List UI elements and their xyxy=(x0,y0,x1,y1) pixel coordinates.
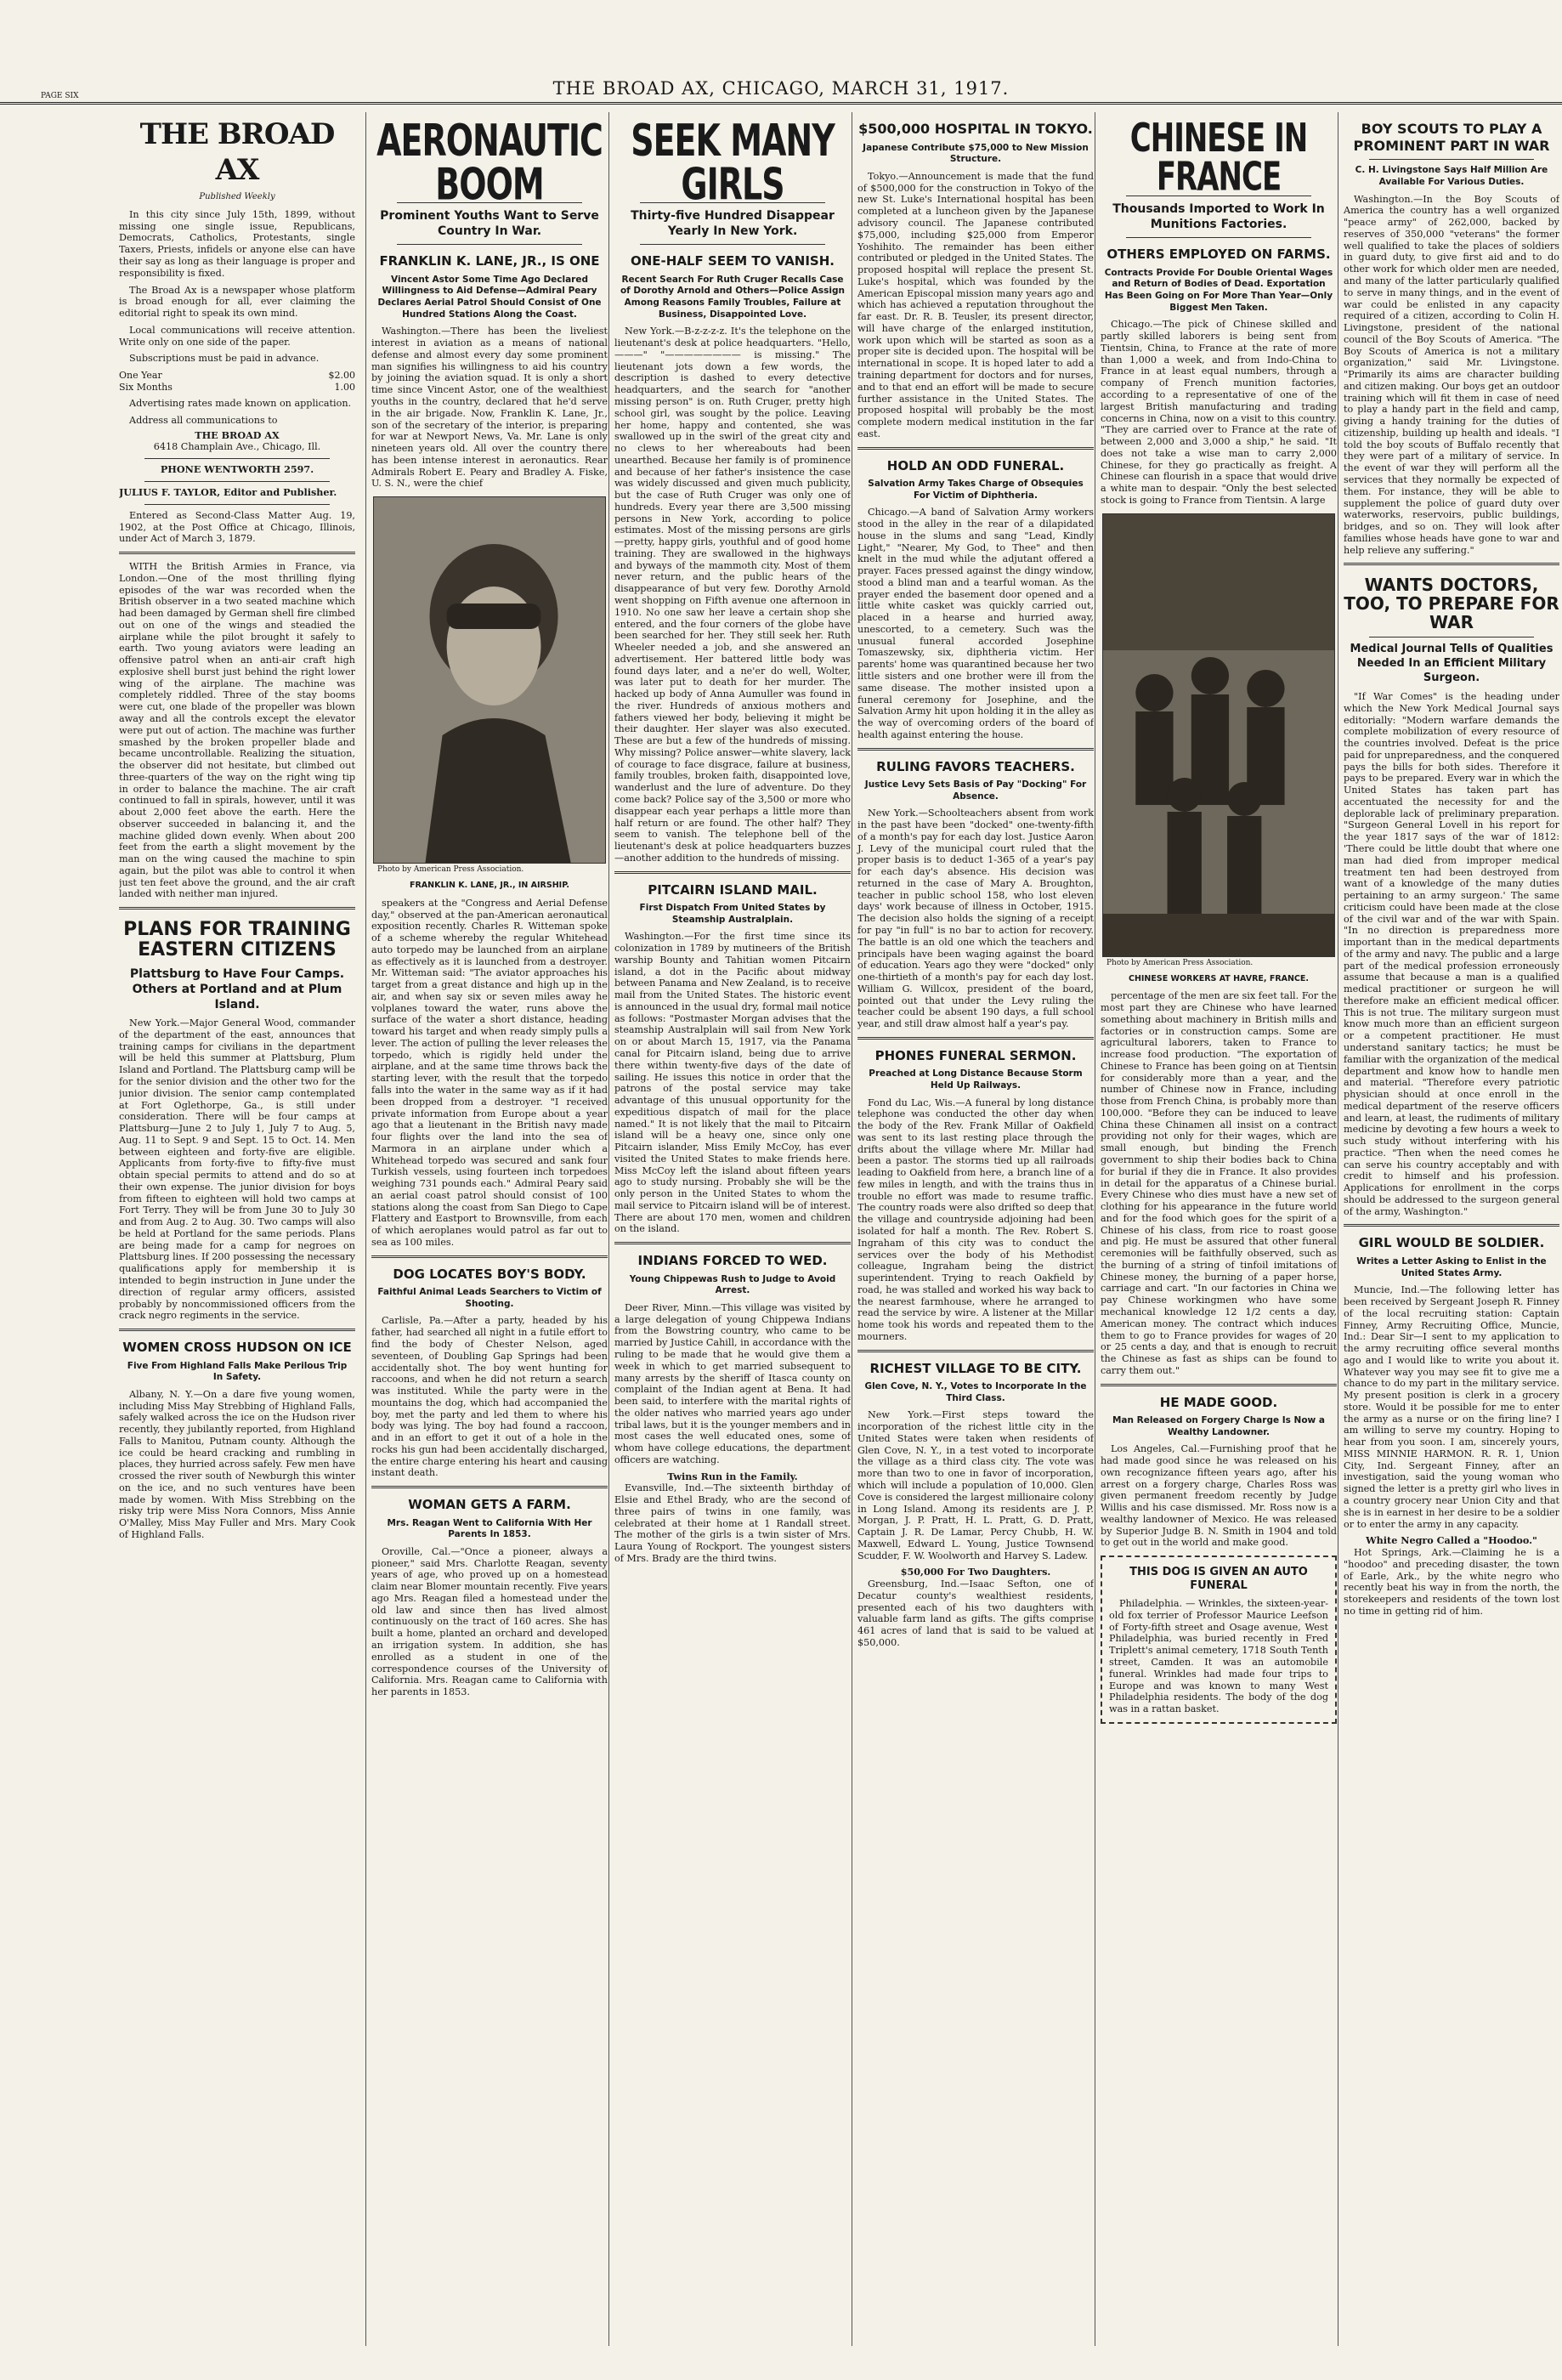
columns xyxy=(119,112,1559,2346)
farm-story: Oroville, Cal.—"Once a pioneer, always a pioneer," said Mrs. Charlotte Reagan, seventy years of age, who proved up on a homestead claim near Blomer mountain recently. Five years ago Mrs. Reagan filed a homestead under the old law and since then has lived almost continuously on the tract of 160 acres. She has built a home, planted an orchard and developed an irrigation system. In addition, she has enrolled as a student in one of the correspondence courses of the University of California. Mrs. Reagan came to California with her parents in 1853. xyxy=(371,1545,608,1698)
aeronautic-story-2: speakers at the "Congress and Aerial Defense day," observed at the pan-American aeronautical exposition recently. Charles R. Witteman spoke of a scheme whereby the regular Whitehead auto torpedo may be launched from an airplane as effectively as it is launched from a destroyer. Mr. Witteman said: "The aviator approaches his target from a great distance and high up in the air, and when say six or seven miles away he volplanes toward the water, runs above the surface of the water a short distance, heading toward his target and when ready simply pulls a lever. The action of pulling the lever releases the torpedo, which is rigidly held under the airplane, and at the same time throws back the starting lever, with the result that the torpedo falls into the water in the same way as if it had been dropped from a destroyer. "I received private information from Europe about a year ago that a lieutenant in the British navy made four flights over the land into the sea of Marmora in an airplane under which a Whitehead torpedo was secured and sank four Turkish vessels, using fourteen inch torpedoes weighing 731 pounds each." Admiral Peary said an aerial coast patrol should consist of 100 stations along the coast from San Diego to Cape Flattery and Eastport to Brownsville, from each of which aeroplanes would patrol as far out to sea as 100 miles. xyxy=(371,897,608,1248)
twins-head: Twins Run in the Family. xyxy=(667,1470,798,1482)
headline-phones: PHONES FUNERAL SERMON. xyxy=(874,1047,1077,1063)
deck-hospital: Japanese Contribute $75,000 to New Mission Structure. xyxy=(863,142,1089,165)
divider xyxy=(1126,237,1311,238)
doctors-story: "If War Comes" is the heading under which the New York Medical Journal says editorially: "Modern warfare demands the complete mobilization of every resource of the countries involved. Defeat is the price paid for unpreparedness, and the conquered pays the bills for both sides. Therefore it pays to be prepared. Every war in which the United States has taken part has accentuated the necessity for and the deplorable lack of preliminary preparation. "Surgeon General Lovell in his report for the year 1817 says of the war of 1812: 'There could be little doubt that where one man had died from improper medical treatment ten had been destroyed from want of a knowledge of the many duties pertaining to an army surgeon.' The same criticism could have been made at the close of the civil war and of the war with Spain. "In no direction is preparedness more important than in the medical departments of the army and navy. The public and a large part of the medical profession erroneously assume that because a man is a qualified medical practitioner or surgeon he will therefore make an efficient medical officer. This is not true. The military surgeon must know much more than an efficient surgeon or a competent practitioner. He must understand sanitary tactics; he must be familiar with the organization of the medical department and know how to handle men and material. "Therefore every patriotic physician should at once enroll in the medical department of the reserve officers and learn, at least, the rudiments of military medicine by devoting a few hours a week to such study without interfering with his practice. "Then when the need comes he can serve his country acceptably and with credit to himself and his profession. Applications for enrollment in the corps should be addressed to the surgeon general of the army, Washington." xyxy=(1344,691,1559,1217)
deck-girls: Thirty-five Hundred Disappear Yearly In New York. xyxy=(631,209,835,239)
entered-note: Entered as Second-Class Matter Aug. 19, 1902, at the Post Office at Chicago, Illinois, under Act of March 3, 1879. xyxy=(119,509,355,545)
headline-hospital: $500,000 HOSPITAL IN TOKYO. xyxy=(858,121,1093,137)
hoodoo-story: Hot Springs, Ark.—Claiming he is a "hoodoo" and preceding disaster, the town of Earle, Ark., by the white negro who recently beat his way in from the north, the storekeepers and residents of the town lost no time in getting rid of him. xyxy=(1344,1547,1559,1617)
divider xyxy=(1369,159,1534,160)
deck-farm: Mrs. Reagan Went to California With Her Parents In 1853. xyxy=(387,1517,592,1540)
headline-women: WOMEN CROSS HUDSON ON ICE xyxy=(122,1340,352,1356)
divider xyxy=(119,552,355,554)
good-story: Los Angeles, Cal.—Furnishing proof that he had made good since he was released on his own recognizance fifteen years ago, after his arrest on a forgery charge, Charles Ross was given permanent freedom recently by Judge Willis and his case dismissed. Mr. Ross now is a wealthy landowner of Mexico. He was released by Superior Judge B. N. Smith in 1904 and told to get out in the world and make good. xyxy=(1101,1443,1337,1549)
headline-dog-funeral: THIS DOG IS GIVEN AN AUTO FUNERAL xyxy=(1129,1566,1308,1593)
deck-pitcairn: First Dispatch From United States by Steamship Australplain. xyxy=(639,903,826,925)
deck-women: Five From Highland Falls Make Perilous Trip In Safety. xyxy=(127,1360,348,1383)
headline-girl-soldier: GIRL WOULD BE SOLDIER. xyxy=(1358,1235,1545,1251)
column-5 xyxy=(1095,112,1337,2346)
divider xyxy=(857,1037,1094,1040)
address-street: 6418 Champlain Ave., Chicago, Ill. xyxy=(153,441,321,453)
photo-caption: CHINESE WORKERS AT HAVRE, FRANCE. xyxy=(1128,973,1310,983)
photo-credit: Photo by American Press Association. xyxy=(1103,957,1334,970)
girl-soldier-story: Muncie, Ind.—The following letter has been received by Sergeant Joseph R. Finney of the local recruiting station: Captain Finney, Army Recruiting Office, Muncie, Ind.: Dear Sir—I sent to my application to the army recruiting office several months ago and I would like to write you about it. Whatever way you may see fit to give me a chance to do my part in the military service. My present position is clerk in a grocery store. Would it be possible for me to enter the army as a nurse or on the firing line? I am willing to serve my country. Hoping to hear from you soon. I am, sincerely yours, MISS MINNIE HARMON. R. R. 1, Union City, Ind. Sergeant Finney, after an investigation, said the young woman who signed the letter is a pretty girl who lives in a country grocery near Union City and that she is in earnest in her desire to be a soldier or to enter the army in any capacity. xyxy=(1344,1284,1559,1530)
phone: PHONE WENTWORTH 2597. xyxy=(160,463,314,476)
deck-doctors: Medical Journal Tells of Qualities Needed In an Efficient Military Surgeon. xyxy=(1350,643,1554,685)
deck-girls-2: Recent Search For Ruth Cruger Recalls Case of Dorothy Arnold and Others—Police Assign Among Reasons Family Troubles, Failure at Business, Disappointed Love. xyxy=(620,274,846,320)
divider xyxy=(1369,637,1534,638)
headline-girls: SEEK MANY GIRLS xyxy=(631,115,835,210)
headline-chinese: CHINESE IN FRANCE xyxy=(1129,115,1308,201)
dog-story: Carlisle, Pa.—After a party, headed by his father, had searched all night in a futile effort to find the body of Chester Nelson, aged seventeen, of Doubling Gap Springs had been accidentally shot. The boy went hunting for raccoons, and when he did not return a search was instituted. While the party were in the mountains the dog, which had accompanied the boy, met the party and led them to where his body was lying. The boy had found a raccoon, and in an effort to get it out of a hole in the rocks his gun had been accidentally discharged, the entire charge entering his heart and causing instant death. xyxy=(371,1315,608,1479)
deck-aeronautic: Prominent Youths Want to Serve Country In War. xyxy=(380,209,599,239)
photo-lane-airship xyxy=(373,496,606,875)
divider xyxy=(1344,563,1559,565)
divider xyxy=(1101,1384,1337,1386)
village-story: New York.—First steps toward the incorporation of the richest little city in the United States were taken when residents of Glen Cove, N. Y., in a test voted to incorporate the village as a third class city. The vote was more than two to one in favor of incorporation, which will include a population of 10,000. Glen Cove is considered the largest millionaire colony in Long Island. Among its residents are J. P. Morgan, J. P. Pratt, H. L. Pratt, G. D. Pratt, Captain J. R. De Lamar, Percy Chubb, H. W. Maxwell, Edward L. Young, Justice Townsend Scudder, F. W. Woolworth and Harvey S. Ladew. xyxy=(857,1409,1094,1561)
subscription-note: Subscriptions must be paid in advance. xyxy=(129,353,320,365)
rate-value: 1.00 xyxy=(334,381,355,393)
deck-scouts: C. H. Livingstone Says Half Million Are Available For Various Duties. xyxy=(1355,165,1548,187)
rate-value: $2.00 xyxy=(328,370,355,382)
divider xyxy=(640,244,825,245)
address-name: THE BROAD AX xyxy=(195,428,280,441)
headline-indians: INDIANS FORCED TO WED. xyxy=(637,1253,828,1269)
rate-label: Six Months xyxy=(119,381,173,393)
divider xyxy=(857,1350,1094,1352)
headline-doctors: WANTS DOCTORS, TOO, TO PREPARE FOR WAR xyxy=(1344,575,1559,633)
communications-text: Local communications will receive attention. Write only on one side of the paper. xyxy=(119,324,355,348)
scouts-story: Washington.—In the Boy Scouts of America the country has a well organized "peace army" of 262,000, backed by reserves of 350,000 "veterans" the former well qualified to take the places of soldiers in guard duty, to give first aid and to do other work for which older men are needed, and many of the latter particularly qualified to serve in many things, and in the event of war could be enlisted in any capacity required of a citizen, according to Colin H. Livingstone, president of the national council of the Boy Scouts of America. "The Boy Scouts of America is not a military organization," said Mr. Livingstone. "Primarily its aims are character building and citizen making. Our boys get an outdoor training which will fit them in case of need to play a handy part in the field and camp, giving a handy training for the duties of citizenship, building up health and ideals. "I told the boy scouts of Buffalo recently that they were part of a military of service. In the event of war they will perform all the services that they normally be expected of them. For instance, they will be able to supplement the police of guard duty over waterworks, reservoirs, public buildings, bridges, and so on. They will look after families whose heads have gone to war and help relieve any suffering." xyxy=(1344,193,1559,556)
pitcairn-story: Washington.—For the first time since its colonization in 1789 by mutineers of the British warship Bounty and Tahitian women Pitcairn island, a dot in the Pacific about midway between Panama and New Zealand, is to receive mail from the United States. The historic event is announced in the usual dry, formal mail notice as follows: "Postmaster Morgan advises that the steamship Australplain will sail from New York on or about March 15, 1917, via the Panama canal for Pitcairn island, being due to arrive there within twenty-five days of the date of sailing. He issues this notice in order that the patrons of the postal service may take advantage of this unusual opportunity for the expeditious dispatch of mail for the place named." It is not likely that the mail to Pitcairn island will be a heavy one, since only one Pitcairn islander, Miss Emily McCoy, has ever visited the United States to make friends here. Miss McCoy left the island about fifteen years ago to study nursing. Probably she will be the only person in the United States to whom the mail service to Pitcairn island will be of interest. There are about 170 men, women and children on the island. xyxy=(614,931,851,1235)
deck-aeronautic-2: Vincent Astor Some Time Ago Declared Willingness to Aid Defense—Admiral Peary Declares Aerial Patrol Should Consist of One Hundred Stations Along the Coast. xyxy=(377,274,602,320)
deck-girl-soldier: Writes a Letter Asking to Enlist in the United States Army. xyxy=(1356,1255,1547,1278)
workers-group-icon xyxy=(1103,514,1334,956)
divider xyxy=(614,1242,851,1244)
training-story: New York.—Major General Wood, commander of the department of the east, announces that training camps for civilians in the department will be held this summer at Plattsburg, Plum Island and Portland. The Plattsburg camp will be for the senior division and the other two for the junior division. The senior camp contemplated at Fort Oglethorpe, Ga., is still under consideration. There will be four camps at Plattsburg—June 2 to July 1, July 7 to Aug. 5, Aug. 11 to Sept. 9 and Sept. 15 to Oct. 14. Men between eighteen and forty-five are eligible. Applicants from forty-five to fifty-five must obtain special permits to attend and do so at their own expense. The junior division for boys from fifteen to eighteen will hold two camps at Fort Terry. They will be from June 30 to July 30 and from Aug. 2 to Aug. 30. Two camps will also be held at Portland for the same periods. Plans are being made for a camp for negroes on Plattsburg lines. If 200 possessing the necessary qualifications apply for membership it is intended to begin instruction in June under the direction of regular army officers, assisted probably by noncommissioned officers from the crack negro regiments in the service. xyxy=(119,1017,355,1322)
deck-phones: Preached at Long Distance Because Storm Held Up Railways. xyxy=(869,1068,1083,1091)
indians-story: Deer River, Minn.—This village was visited by a large delegation of young Chippewa Indians from the Bowstring country, who came to be married by Justice Cahill, in accordance with the ruling to be made that he would give them a week in which to get married subsequent to many arrests by the sheriff of Itasca county on complaint of the Indian agent at Bena. It had been said, to interfere with the marital rights of the older natives who married years ago under tribal laws, but it is the younger members and in most cases the well educated ones, some of whom have college educations, the department officers are watching. xyxy=(614,1301,851,1465)
divider xyxy=(144,504,330,505)
girls-story: New York.—B-z-z-z-z. It's the telephone on the lieutenant's desk at police headquarters. "Hello, ———" "———————— is missing." The lieutenant jots down a few words, the description is dashed to every detective headquarters, and the search for "another missing person" is on. Ruth Cruger, pretty high school girl, was sought by the police. Leaving her home, happy and contented, she was swallowed up in the swirl of the great city and no clews to her whereabouts had been unearthed. Because her family is of prominence and because of her father's insistence the case was widely discussed and given much publicity, but the case of Ruth Cruger was only one of hundreds. Every year there are 3,500 missing persons in New York, according to police estimates. Most of the missing persons are girls—pretty, happy girls, youthful and of good home training. They are swallowed in the highways and byways of the mammoth city. Most of them never return, and the public hears of the disappearance of but very few. Dorothy Arnold went shopping on Fifth avenue one afternoon in 1910. No one saw her leave a certain shop she entered, and the four corners of the globe have been searched for her. They still seek her. Ruth Wheeler needed a job, and she answered an advertisement. Her battered little body was found days later, and a ne'er do well, Wolter, was later put to death for her murder. The hacked up body of Anna Aumuller was found in the river. Hundreds of anxious mothers and fathers viewed her body, believing it might be their daughter. Her slayer was also executed. These are but a few of the hundreds of missing. Why missing? Police answer—white slavery, lack of courage to face disgrace, failure at business, family troubles, broken faith, disappointed love, wanderlust and the lure of adventure. Do they come back? Police say of the 3,500 or more who disappear each year perhaps a little more than half return or are found. The other half? They seem to vanish. The telephone bell of the lieutenant's desk at police headquarters buzzes—another addition to the hundreds of missing. xyxy=(614,326,851,864)
headline-farm: WOMAN GETS A FARM. xyxy=(408,1497,571,1513)
teachers-story: New York.—Schoolteachers absent from work in the past have been "docked" one-twenty-fifth of a month's pay for each day lost. Justice Aaron J. Levy of the municipal court ruled that the proper basis is to deduct 1-365 of a year's pay for each day's absence. His decision was returned in the case of Mary A. Broughton, teacher in public school 158, who lost eleven days' work because of illness in October, 1915. The decision also holds the signing of a receipt for pay "in full" is no bar to action for recovery. The battle is an old one which the teachers and principals have been waging against the board of education. Years ago they were "docked" only one-thirtieth of a month's pay for each day lost. William G. Willcox, president of the board, pointed out that under the Levy ruling the teacher could be absent 190 days, a full school year, and still draw almost half a year's pay. xyxy=(857,808,1094,1030)
headline-village: RICHEST VILLAGE TO BE CITY. xyxy=(869,1360,1082,1376)
divider xyxy=(119,907,355,910)
column-4 xyxy=(852,112,1094,2346)
masthead xyxy=(0,0,1562,105)
rate-row-1 xyxy=(119,370,355,382)
page-number: PAGE SIX xyxy=(41,92,79,100)
photo-chinese-workers xyxy=(1102,513,1335,967)
aviator-portrait-icon xyxy=(374,497,605,863)
aeronautic-story-1: Washington.—There has been the liveliest interest in aviation as a means of national defense and almost every day some prominent man signifies his willingness to aid his country by joining the aviation squad. It is only a short time since Vincent Astor, one of the wealthiest youths in the country, declared that he'd serve in the air brigade. Now, Franklin K. Lane, Jr., son of the secretary of the interior, is preparing for war at Newport News, Va. Mr. Lane is only nineteen years old. All over the country there has been intense interest in aeronautics. Rear Admirals Robert E. Peary and Bradley A. Fiske, U. S. N., were the chief xyxy=(371,326,608,490)
deck-chinese: Thousands Imported to Work In Munitions Factories. xyxy=(1112,202,1325,232)
dog-funeral-box xyxy=(1101,1556,1337,1724)
photo-caption: FRANKLIN K. LANE, JR., IN AIRSHIP. xyxy=(409,881,570,891)
headline-scouts: BOY SCOUTS TO PLAY A PROMINENT PART IN WAR xyxy=(1353,121,1550,154)
editor-line: JULIUS F. TAYLOR, Editor and Publisher. xyxy=(119,485,337,498)
divider xyxy=(397,244,582,245)
published-weekly: Published Weekly xyxy=(199,191,275,201)
masthead-title: THE BROAD AX, CHICAGO, MARCH 31, 1917. xyxy=(552,78,1010,99)
headline-dog: DOG LOCATES BOY'S BODY. xyxy=(393,1266,586,1282)
divider xyxy=(371,1255,608,1258)
about-text: In this city since July 15th, 1899, without missing one single issue, Republicans, Democrats, Catholics, Protestants, single Taxers, Priests, infidels or anyone else can have their say as long as their language is proper and responsibility is fixed. xyxy=(119,208,355,279)
deck-dog: Faithful Animal Leads Searchers to Victim of Shooting. xyxy=(377,1287,602,1309)
headline-pitcairn: PITCAIRN ISLAND MAIL. xyxy=(648,881,818,898)
deck-indians: Young Chippewas Rush to Judge to Avoid Arrest. xyxy=(629,1273,836,1296)
phones-story: Fond du Lac, Wis.—A funeral by long distance telephone was conducted the other day when the body of the Rev. Frank Millar of Oakfield was sent to its last resting place through the drifts about the village where Mr. Millar had been a pastor. The storms tied up all railroads leading to Oakfield from here, a branch line of a few miles in length, and with the trains thus in trouble no effort was made to resume traffic. The country roads were also drifted so deep that the village and countryside adjoining had been isolated for half a month. The Rev. Robert S. Ingraham of this city was to conduct the services over the body of his Methodist colleague, Ingraham being the district superintendent. Trying to reach Oakfield by road, he was stalled and worked his way back to the nearest farmhouse, where he arranged to read the service by wire. A listener at the Millar home took his words and repeated them to the mourners. xyxy=(857,1096,1094,1342)
women-story: Albany, N. Y.—On a dare five young women, including Miss May Strebbing of Highland Falls, safely walked across the ice on the Hudson river recently, they jubilantly reported, from Highland Falls to Manitou, Putnam county. Although the ice could be heard cracking and rumbling in places, they hurried across safely. Few men have crossed the river south of Newburgh this winter on the ice, and no such ventures have been made by women. With Miss Strebbing on the risky trip were Miss Nora Connors, Miss Annie O'Malley, Miss May Fuller and Mrs. Mary Cook of Highland Falls. xyxy=(119,1388,355,1540)
gift-story: Greensburg, Ind.—Isaac Sefton, one of Decatur county's wealthiest residents, presented each of his two daughters with valuable farm land as gifts. The gifts comprise 461 acres of land that is said to be valued at $50,000. xyxy=(857,1578,1094,1648)
headline-funeral: HOLD AN ODD FUNERAL. xyxy=(886,457,1065,473)
column-6 xyxy=(1338,112,1559,2346)
funeral-story: Chicago.—A band of Salvation Army workers stood in the alley in the rear of a dilapidated house in the slums and sang "Lead, Kindly Light," "Nearer, My God, to Thee" and then knelt in the mud while the adjutant offered a prayer. Faces pressed against the dingy window, stood a blind man and a tearful woman. As the prayer ended the basement door opened and a little white casket was quickly carried out, placed in a hearse and hurried away, unescorted, to a cemetery. Such was the unusual funeral accorded Josephine Tomaszewsky, six, diphtheria victim. Her parents' home was quarantined because her two little sisters and one brother were ill from the same disease. The mother insisted upon a funeral ceremony for Josephine, and the Salvation Army hit upon holding it in the alley as the way of overcoming orders of the board of health against entering the house. xyxy=(857,507,1094,740)
deck-funeral: Salvation Army Takes Charge of Obsequies For Victim of Diphtheria. xyxy=(868,479,1084,501)
chinese-story-1: Chicago.—The pick of Chinese skilled and partly skilled laborers is being sent from Tientsin, China, to France at the rate of more than 1,000 a week, and from Indo-China to France in at least equal numbers, through a company of French munition factories, according to a representative of one of the largest British manufacturing and trading concerns in China, now on a visit to this country. "They are carried over to France at the rate of between 2,000 and 3,000 a ship," he said. "It does not take a wise man to carry 2,000 Chinese, for they go practically as freight. A Chinese can flourish in a space that would drive a white man to despair. "Only the best selected stock is going to France from Tientsin. A large xyxy=(1101,319,1337,506)
divider xyxy=(614,871,851,874)
divider xyxy=(119,1329,355,1331)
divider xyxy=(144,458,330,459)
hospital-story: Tokyo.—Announcement is made that the fund of $500,000 for the construction in Tokyo of the new St. Luke's International hospital has been completed at a luncheon given by the Japanese advisory council. The Japanese contributed $75,000, including $25,000 from Emperor Yoshihito. The remainder has been either contributed or pledged in the United States. The proposed hospital will replace the present St. Luke's hospital, which was founded by the American Episcopal mission many years ago and which has achieved a reputation throughout the far east. Dr. R. B. Teusler, its present director, will have charge of the enlarged institution, work upon which will be started as soon as a proper site is decided upon. The hospital will be international in scope. It is hoped later to add a training department for doctors and for nurses, and to that end an effort will be made to secure further assistance in the United States. The proposed hospital will probably be the most complete modern medical institution in the far east. xyxy=(857,170,1094,439)
dog-funeral-story: Philadelphia. — Wrinkles, the sixteen-year-old fox terrier of Professor Maurice Leefson of Forty-fifth street and Osage avenue, West Philadelphia, was buried recently in Fred Triplett's animal cemetery, 1718 South Tenth street, Camden. It was an automobile funeral. Wrinkles had made four trips to Europe and was known to many West Philadelphia residents. The body of the dog was in a rattan basket. xyxy=(1109,1598,1328,1715)
divider xyxy=(371,1486,608,1488)
twins-story: Evansville, Ind.—The sixteenth birthday of Elsie and Ethel Brady, who are the second of three pairs of twins in one family, was celebrated at their home at 1 Randall street. The mother of the girls is a twin sister of Mrs. Laura Young of Rockport. The youngest sisters of Mrs. Brady are the third twins. xyxy=(614,1482,851,1565)
headline-teachers: RULING FAVORS TEACHERS. xyxy=(876,758,1075,774)
divider xyxy=(144,481,330,482)
deck-village: Glen Cove, N. Y., Votes to Incorporate In the Third Class. xyxy=(864,1381,1087,1403)
headline-aeronautic: AERONAUTIC BOOM xyxy=(376,115,603,210)
advertising-note: Advertising rates made known on application. xyxy=(129,398,352,410)
subhead-lane: FRANKLIN K. LANE, JR., IS ONE xyxy=(379,253,600,269)
gift-head: $50,000 For Two Daughters. xyxy=(900,1566,1051,1578)
deck-good: Man Released on Forgery Charge Is Now a Wealthy Landowner. xyxy=(1112,1415,1325,1437)
rate-label: One Year xyxy=(119,370,162,382)
deck-teachers: Justice Levy Sets Basis of Pay "Docking" For Absence. xyxy=(864,779,1087,802)
chinese-story-2: percentage of the men are six feet tall. For the most part they are Chinese who have learned something about machinery in British mills and factories or in construction camps. Some are agricultural laborers, taken to France to increase food production. "The exportation of Chinese to France has been going on at Tientsin for considerably more than a year, and the number of Chinese now in France, including those from French China, is probably more than 100,000. "Before they can be induced to leave China these Chinamen all insist on a contract providing not only for their wages, which are small enough, but binding the French government to ship their bodies back to China for burial if they die in France. It also provides in detail for the apparatus of a Chinese burial. Every Chinese who dies must have a new set of clothing for his appearance in the future world and for the food which goes for the spirit of a Chinese of his class, from rice to roast goose and pig. He must be assured that other funeral ceremonies will be faithfully observed, such as the burning of a string of tinfoil imitations of Chinese money, the burning of a paper horse, carriage and cart. "In our factories in China we pay Chinese workingmen who have some mechanical knowledge 12 1/2 cents a day, American money. The contract which induces them to go to France provides for wages of 20 or 25 cents a day, and that is enough to recruit the Chinese as fast as ships can be found to carry them out." xyxy=(1101,990,1337,1376)
paper-name: THE BROAD AX xyxy=(139,117,335,187)
deck-training: Plattsburg to Have Four Camps. Others at Portland and at Plum Island. xyxy=(129,966,345,1012)
headline-training: PLANS FOR TRAINING EASTERN CITIZENS xyxy=(123,919,351,961)
column-2 xyxy=(365,112,608,2346)
platform-text: The Broad Ax is a newspaper whose platform is broad enough for all, ever claiming the editorial right to speak its own mind. xyxy=(119,284,355,320)
column-3 xyxy=(608,112,851,2346)
subhead-farms: OTHERS EMPLOYED ON FARMS. xyxy=(1106,246,1331,263)
airplane-story: WITH the British Armies in France, via London.—One of the most thrilling flying episodes of the war was recorded when the British observer in a two seated machine which had been damaged by German shell fire climbed out on one of the wings and steadied the airplane while the pilot brought it safely to earth. Two young aviators were leading an offensive patrol when an anti-air craft high explosive shell burst just behind the right lower wing of the airplane. The machine was completely riddled. Three of the stay booms were cut, one blade of the propeller was blown away and all the controls except the elevator were put out of action. The machine was further smashed by the broken propeller blade and became uncontrollable. Realizing the situation, the observer did not hesitate, but climbed out three-quarters of the way on the right wing tip in order to balance the machine. The air craft continued to fall in spirals, however, until it was about 2,000 feet above the earth. Here the observer succeeded in balancing it, and the machine glided down evenly. When about 200 feet from the earth a slight movement by the man on the wing caused the machine to spin again, but the pilot was able to control it when just ten feet above the ground, and the air craft landed with neither man injured. xyxy=(119,561,355,900)
photo-credit: Photo by American Press Association. xyxy=(374,864,605,876)
rate-row-2 xyxy=(119,382,355,394)
divider xyxy=(1344,1224,1559,1227)
hoodoo-head: White Negro Called a "Hoodoo." xyxy=(1366,1534,1537,1547)
address-intro: Address all communications to xyxy=(129,414,278,426)
divider xyxy=(857,748,1094,751)
subhead-vanish: ONE-HALF SEEM TO VANISH. xyxy=(630,253,835,269)
headline-good: HE MADE GOOD. xyxy=(1159,1394,1278,1410)
deck-chinese-2: Contracts Provide For Double Oriental Wages and Return of Bodies of Dead. Exportation Has Been Going on For More Than Year—Only Biggest Men Taken. xyxy=(1104,267,1333,313)
column-1 xyxy=(119,112,355,2346)
divider xyxy=(857,447,1094,450)
